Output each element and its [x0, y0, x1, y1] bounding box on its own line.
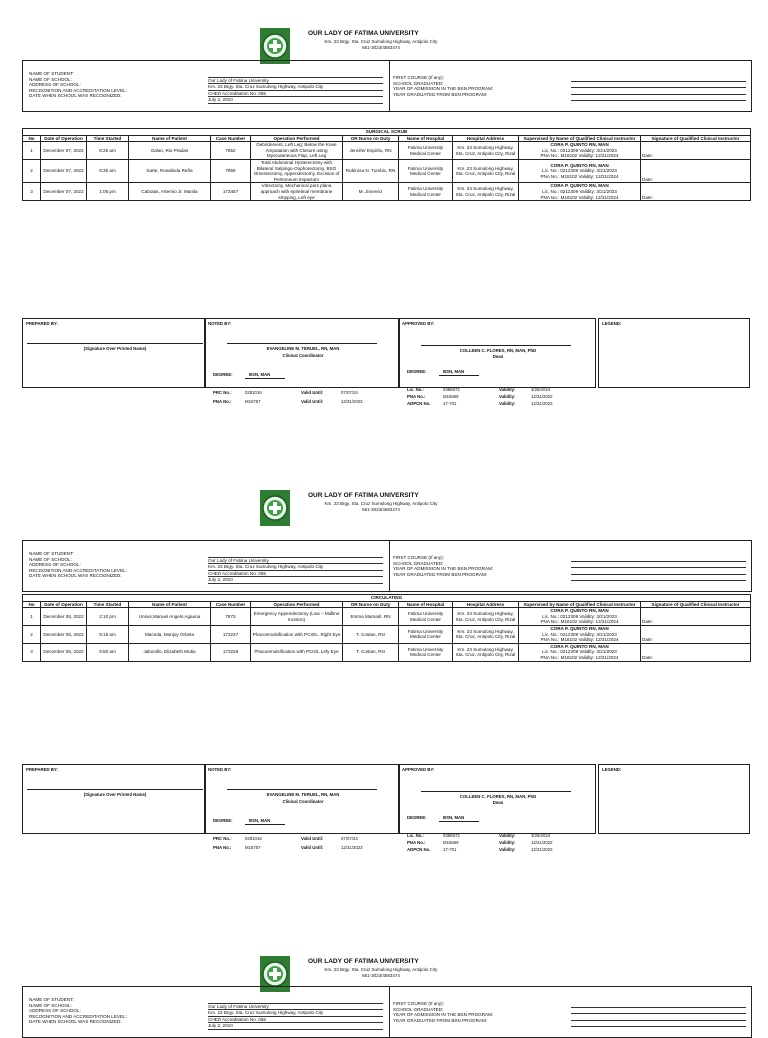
info-label: NAME OF SCHOOL: — [29, 1002, 72, 1008]
row-patient: Maceda, Monjoy Orbeta — [129, 625, 211, 643]
info-right-label: SCHOOL GRADUATED: — [393, 560, 444, 566]
info-value[interactable] — [208, 997, 383, 1004]
row-nurse: M. Jimenez — [343, 183, 399, 201]
row-date: December 07, 2022 — [41, 142, 87, 160]
row-no: 3 — [23, 643, 41, 661]
row-signature[interactable]: Date: — [641, 183, 751, 201]
info-label: DATE WHEN SCHOOL WAS RECOGNIZED: — [29, 573, 122, 579]
info-right-label: YEAR GRADUATED FROM BSN PROGRAM: — [393, 91, 488, 97]
row-nurse: Emma Mamaril, RN — [343, 608, 399, 626]
info-label: RECOGNITION AND ACCREDITATION LEVEL: — [29, 87, 127, 93]
row-operation: Phacoemulsification with PCIOL. Right Eye — [251, 625, 343, 643]
row-nurse: T. Costan, RN — [343, 625, 399, 643]
operations-table — [22, 128, 751, 201]
info-label: ADDRESS OF SCHOOL: — [29, 1008, 81, 1014]
signature-line[interactable] — [421, 791, 571, 792]
row-hospital: Fatima University Medical Center — [399, 608, 453, 626]
prepared-by-box: PREPARED BY: (Signature Over Printed Name) — [22, 764, 206, 834]
info-label: ADDRESS OF SCHOOL: — [29, 82, 81, 88]
student-info-box — [22, 986, 752, 1038]
info-value[interactable]: Our Lady of Fatima University — [208, 1004, 383, 1011]
row-hospital: Fatima University Medical Center — [399, 142, 453, 160]
info-value[interactable] — [208, 551, 383, 558]
info-value[interactable]: Km. 23 Brgy. Sta. Cruz Sumulong Highway, Antipolo City — [208, 1010, 383, 1017]
info-right-line[interactable] — [571, 82, 746, 89]
info-value[interactable]: CHED Accreditation No. 055 — [208, 91, 383, 98]
row-hospital-address: Km. 23 Sumulong Highway, Sta. Cruz, Antipolo City, Rizal — [453, 608, 519, 626]
university-logo-icon — [260, 490, 290, 526]
signature-line[interactable] — [227, 343, 377, 344]
info-label: DATE WHEN SCHOOL WAS RECOGNIZED: — [29, 1019, 122, 1025]
column-header: Supervised by Name of Qualified Clinical Instructor — [519, 601, 641, 608]
university-phone: 661-3023/4683474 — [362, 45, 400, 50]
row-date: December 06, 2022 — [41, 608, 87, 626]
row-patient: Cabotas, Artemio Jr. Manila — [129, 183, 211, 201]
row-case-number: 173229 — [211, 643, 251, 661]
row-date: December 07, 2022 — [41, 183, 87, 201]
column-header: Name of Patient — [129, 601, 211, 608]
info-right-label: YEAR GRADUATED FROM BSN PROGRAM: — [393, 571, 488, 577]
column-header: Name of Patient — [129, 135, 211, 142]
info-right-line[interactable] — [571, 1021, 746, 1028]
row-no: 2 — [23, 159, 41, 182]
row-time: 2:10 pm — [87, 608, 129, 626]
column-header: Signature of Qualified Clinical Instructor — [641, 135, 751, 142]
column-header: Case Number — [211, 601, 251, 608]
row-hospital: Fatima University Medical Center — [399, 643, 453, 661]
university-address: Km. 23 Brgy. Sta. Cruz Sumulong Highway, Antipolo City — [324, 501, 438, 506]
row-no: 1 — [23, 142, 41, 160]
info-right-label: FIRST COURSE (If any): — [393, 75, 444, 80]
row-hospital-address: Km. 23 Sumulong Highway, Sta. Cruz, Antipolo City, Rizal — [453, 183, 519, 201]
column-header: Time Started — [87, 601, 129, 608]
info-value[interactable]: CHED Accreditation No. 055 — [208, 1017, 383, 1024]
info-right-label: YEAR GRADUATED FROM BSN PROGRAM: — [393, 1017, 488, 1023]
table-row — [23, 608, 751, 626]
row-operation: Total Abdominal Hysterectomy with Bilateral Salpingo-Oophorectomy, BSO Omentectomy, Appendectomy, Excision of Peritoneum Impactum — [251, 159, 343, 182]
section-title: CIRCULATING — [23, 595, 751, 602]
university-phone: 661-3023/4683474 — [362, 973, 400, 978]
table-row — [23, 625, 751, 643]
row-patient: Unsus,Manuel Angelo Agauna — [129, 608, 211, 626]
info-right-line[interactable] — [571, 88, 746, 95]
student-info-box — [22, 60, 752, 112]
university-phone: 661-3023/4683474 — [362, 507, 400, 512]
row-signature[interactable]: Date: — [641, 159, 751, 182]
row-time: 9:50 am — [87, 643, 129, 661]
approved-by-box: APPROVED BY: COLLEEN C. FLORES, RN, MAN, PhD Dean DEGREE: BSN, MAN Lic. No.: 0385872 Validity: 3/25/2024 PNA No.: M15569 Validity: 12/31/2022 ADPCN No. 17-701 Validity: 12/31/2023 — [398, 318, 596, 388]
row-time: 8:36 am — [87, 159, 129, 182]
row-no: 3 — [23, 183, 41, 201]
row-hospital: Fatima University Medical Center — [399, 183, 453, 201]
info-right-line[interactable] — [571, 562, 746, 569]
info-value[interactable]: Km. 23 Brgy. Sta. Cruz Sumulong Highway, Antipolo City — [208, 84, 383, 91]
info-right-line[interactable] — [571, 1001, 746, 1008]
signature-area — [22, 318, 750, 406]
row-supervisor: CORA P. QUINTO RN, MAN Lic. No.: 0212309 Validity: 3/21/2023 PNA No.: M18102 Validity: 12/31/2024 — [519, 159, 641, 182]
row-hospital: Fatima University Medical Center — [399, 625, 453, 643]
row-supervisor: CORA P. QUINTO RN, MAN Lic. No.: 0212309 Validity: 3/21/2023 PNA No.: M18102 Validity: 12/31/2024 — [519, 625, 641, 643]
row-patient: Galan, Rio Pradas — [129, 142, 211, 160]
row-patient: Sarte, Rosalinda Reña — [129, 159, 211, 182]
row-case-number: 7873 — [211, 608, 251, 626]
info-value[interactable] — [208, 71, 383, 78]
row-signature[interactable]: Date: — [641, 643, 751, 661]
signature-area — [22, 764, 750, 852]
legend-box: LEGEND: — [598, 318, 750, 388]
row-nurse: Rubirosa N. Tumbic, RN — [343, 159, 399, 182]
info-right-label: YEAR OF ADMISSION IN THE BSN PROGRAM: — [393, 1012, 494, 1018]
info-right-label: FIRST COURSE (If any): — [393, 1001, 444, 1006]
university-address: Km. 23 Brgy. Sta. Cruz Sumulong Highway, Antipolo City — [324, 967, 438, 972]
info-right-label: SCHOOL GRADUATED: — [393, 1006, 444, 1012]
row-date: December 07, 2022 — [41, 159, 87, 182]
info-label: ADDRESS OF SCHOOL: — [29, 562, 81, 568]
noted-by-box: NOTED BY: EVANGELINE M. TERUEL, RN, MAN Clinical Coordinator DEGREE: BSN, MAN PRC No.: 0281016 Valid Until: 07/07/24 PNA No.: M15757 Valid Until: 12/31/2023 — [204, 318, 400, 388]
info-value[interactable]: July 2, 2010 — [208, 577, 383, 584]
row-patient: Jabonillo, Elizabeth Mutia — [129, 643, 211, 661]
info-right-label: SCHOOL GRADUATED: — [393, 80, 444, 86]
row-time: 9:15 am — [87, 625, 129, 643]
university-header — [0, 490, 768, 540]
info-right-label: YEAR OF ADMISSION IN THE BSN PROGRAM: — [393, 86, 494, 92]
operations-table — [22, 594, 751, 662]
row-date: December 06, 2022 — [41, 625, 87, 643]
info-value[interactable]: Our Lady of Fatima University — [208, 558, 383, 565]
info-label: RECOGNITION AND ACCREDITATION LEVEL: — [29, 567, 127, 573]
prepared-by-box: PREPARED BY: (Signature Over Printed Name) — [22, 318, 206, 388]
column-header: Name of Hospital — [399, 135, 453, 142]
table-row — [23, 159, 751, 182]
column-header: OR Nurse on Duty — [343, 135, 399, 142]
row-nurse: Jennifer Espiritu, RN — [343, 142, 399, 160]
row-supervisor: CORA P. QUINTO RN, MAN Lic. No.: 0212309 Validity: 3/21/2023 PNA No.: M18102 Validity: 12/31/2024 — [519, 183, 641, 201]
info-right-line[interactable] — [571, 575, 746, 582]
legend-box: LEGEND: — [598, 764, 750, 834]
row-operation: Phacoemulsification with PCIOL Lefy Eye — [251, 643, 343, 661]
info-label: NAME OF SCHOOL: — [29, 76, 72, 82]
info-right-line[interactable] — [571, 555, 746, 562]
info-value[interactable]: Our Lady of Fatima University — [208, 78, 383, 85]
row-case-number: 7852 — [211, 142, 251, 160]
info-right-line[interactable] — [571, 1008, 746, 1015]
row-operation: Debridement, Left Leg; Below the Knee Amputation with Closure using Myocutaneous Flap, Left Leg — [251, 142, 343, 160]
row-no: 2 — [23, 625, 41, 643]
info-value[interactable]: Km. 23 Brgy. Sta. Cruz Sumulong Highway, Antipolo City — [208, 564, 383, 571]
university-address: Km. 23 Brgy. Sta. Cruz Sumulong Highway, Antipolo City — [324, 39, 438, 44]
student-info-box — [22, 540, 752, 592]
info-right-label: FIRST COURSE (If any): — [393, 555, 444, 560]
noted-by-box: NOTED BY: EVANGELINE M. TERUEL, RN, MAN Clinical Coordinator DEGREE: BSN, MAN PRC No.: 0281016 Valid Until: 07/07/24 PNA No.: M15757 Valid Until: 12/31/2023 — [204, 764, 400, 834]
info-label: NAME OF STUDENT: — [29, 71, 74, 76]
signature-line[interactable] — [421, 345, 571, 346]
row-hospital-address: Km. 23 Sumulong Highway, Sta. Cruz, Antipolo City, Rizal — [453, 159, 519, 182]
row-time: 8:25 am — [87, 142, 129, 160]
section-title: SURGICAL SCRUB — [23, 129, 751, 136]
column-header: Operation Performed — [251, 601, 343, 608]
info-value[interactable]: July 2, 2010 — [208, 1023, 383, 1030]
row-nurse: T. Costan, RN — [343, 643, 399, 661]
info-right-line[interactable] — [571, 1014, 746, 1021]
info-label: RECOGNITION AND ACCREDITATION LEVEL: — [29, 1013, 127, 1019]
column-header: Operation Performed — [251, 135, 343, 142]
signature-line[interactable] — [27, 789, 203, 790]
info-value[interactable]: CHED Accreditation No. 055 — [208, 571, 383, 578]
info-label: NAME OF SCHOOL: — [29, 556, 72, 562]
row-supervisor: CORA P. QUINTO RN, MAN Lic. No.: 0212309 Validity: 3/21/2023 PNA No.: M18102 Validity: 12/31/2024 — [519, 142, 641, 160]
row-hospital-address: Km. 23 Sumulong Highway, Sta. Cruz, Antipolo City, Rizal — [453, 643, 519, 661]
row-hospital-address: Km. 23 Sumulong Highway, Sta. Cruz, Antipolo City, Rizal — [453, 625, 519, 643]
university-name: OUR LADY OF FATIMA UNIVERSITY — [308, 492, 419, 499]
column-header: No — [23, 135, 41, 142]
info-right-line[interactable] — [571, 568, 746, 575]
row-operation: Emergency Appendectomy (Low – Midline Incision) — [251, 608, 343, 626]
info-label: NAME OF STUDENT: — [29, 997, 74, 1002]
column-header: OR Nurse on Duty — [343, 601, 399, 608]
table-row — [23, 643, 751, 661]
university-name: OUR LADY OF FATIMA UNIVERSITY — [308, 958, 419, 965]
approved-by-box: APPROVED BY: COLLEEN C. FLORES, RN, MAN, PhD Dean DEGREE: BSN, MAN Lic. No.: 0385872 Validity: 3/25/2024 PNA No.: M15569 Validity: 12/31/2022 ADPCN No. 17-701 Validity: 12/31/2023 — [398, 764, 596, 834]
university-name: OUR LADY OF FATIMA UNIVERSITY — [308, 30, 419, 37]
signature-line[interactable] — [27, 343, 203, 344]
info-label: DATE WHEN SCHOOL WAS RECOGNIZED: — [29, 93, 122, 99]
row-case-number: 173467 — [211, 183, 251, 201]
column-header: Date of Operation — [41, 601, 87, 608]
row-case-number: 173227 — [211, 625, 251, 643]
column-header: Time Started — [87, 135, 129, 142]
row-hospital: Fatima University Medical Center — [399, 159, 453, 182]
row-hospital-address: Km. 23 Sumulong Highway, Sta. Cruz, Antipolo City, Rizal — [453, 142, 519, 160]
university-logo-icon — [260, 28, 290, 64]
row-signature[interactable]: Date: — [641, 625, 751, 643]
info-right-line[interactable] — [571, 95, 746, 102]
info-label: NAME OF STUDENT: — [29, 551, 74, 556]
row-no: 1 — [23, 608, 41, 626]
row-signature[interactable]: Date: — [641, 608, 751, 626]
table-row — [23, 183, 751, 201]
column-header: Case Number — [211, 135, 251, 142]
row-case-number: 7869 — [211, 159, 251, 182]
info-right-line[interactable] — [571, 75, 746, 82]
info-value[interactable]: July 2, 2010 — [208, 97, 383, 104]
column-header: Signature of Qualified Clinical Instructor — [641, 601, 751, 608]
column-header: Hospital Address — [453, 601, 519, 608]
row-signature[interactable]: Date: — [641, 142, 751, 160]
row-date: December 06, 2022 — [41, 643, 87, 661]
column-header: Name of Hospital — [399, 601, 453, 608]
row-supervisor: CORA P. QUINTO RN, MAN Lic. No.: 0212309 Validity: 3/21/2023 PNA No.: M18102 Validity: 12/31/2024 — [519, 608, 641, 626]
table-row — [23, 142, 751, 160]
column-header: Hospital Address — [453, 135, 519, 142]
row-operation: Vitrectomy, Mechanical pars plana approach with epiretinal membrane stripping, Left eye — [251, 183, 343, 201]
column-header: No — [23, 601, 41, 608]
column-header: Date of Operation — [41, 135, 87, 142]
row-time: 1:05 pm — [87, 183, 129, 201]
row-supervisor: CORA P. QUINTO RN, MAN Lic. No.: 0212309 Validity: 3/21/2023 PNA No.: M18102 Validity: 12/31/2024 — [519, 643, 641, 661]
info-right-label: YEAR OF ADMISSION IN THE BSN PROGRAM: — [393, 566, 494, 572]
column-header: Supervised by Name of Qualified Clinical Instructor — [519, 135, 641, 142]
signature-line[interactable] — [227, 789, 377, 790]
